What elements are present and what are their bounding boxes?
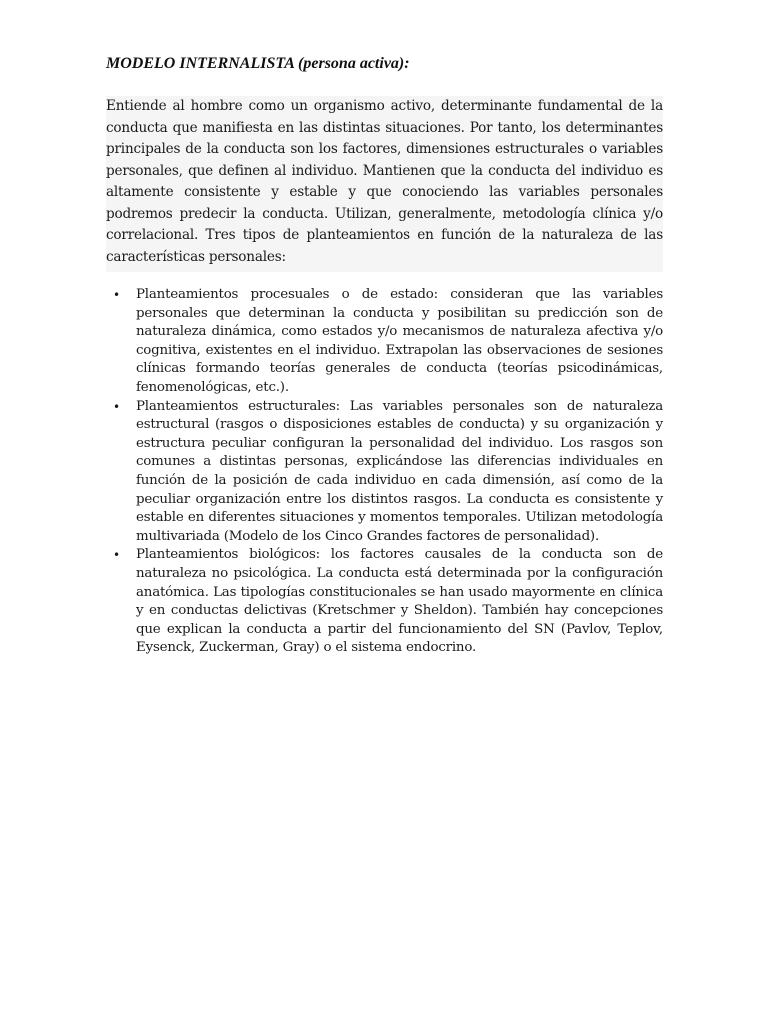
- document-page: [106, 54, 663, 658]
- document-title: MODELO INTERNALISTA (persona activa):: [106, 55, 410, 72]
- list-item-text: Planteamientos procesuales o de estado: consideran que las variables personales que determinan la conducta y posibilitan su predicción son de naturaleza dinámica, como estados y/o mecanismos de naturaleza afectiva y/o cognitiva, existentes en el individuo. Extrapolan las observaciones de sesiones clínicas formando teorías generales de conducta (teorías psicodinámicas, fenomenológicas, etc.).: [136, 287, 663, 395]
- list-item: [106, 398, 663, 547]
- intro-paragraph: Entiende al hombre como un organismo activo, determinante fundamental de la conducta que manifiesta en las distintas situaciones. Por tanto, los determinantes principales de la conducta son los factores, dimensiones estructurales o variables personales, que definen al individuo. Mantienen que la conducta del individuo es altamente consistente y estable y que conociendo las variables personales podremos predecir la conducta. Utilizan, generalmente, metodología clínica y/o correlacional. Tres tipos de planteamientos en función de la naturaleza de las características personales:: [106, 96, 663, 272]
- bullet-icon: •: [113, 288, 120, 302]
- bullet-icon: •: [113, 548, 120, 563]
- bullet-list: [106, 286, 663, 658]
- list-item-text: Planteamientos estructurales: Las variables personales son de naturaleza estructural (rasgos o disposiciones estables de conducta) y su organización y estructura peculiar configuran la personalidad del individuo. Los rasgos son comunes a distintas personas, explicándose las diferencias individuales en función de la posición de cada individuo en cada dimensión, así como de la peculiar organización entre los distintos rasgos. La conducta es consistente y estable en diferentes situaciones y momentos temporales. Utilizan metodología multivariada (Modelo de los Cinco Grandes factores de personalidad).: [136, 398, 663, 544]
- bullet-icon: •: [113, 399, 120, 414]
- list-item-text: Planteamientos biológicos: los factores causales de la conducta son de naturaleza no psicológica. La conducta está determinada por la configuración anatómica. Las tipologías constitucionales se han usado mayormente en clínica y en conductas delictivas (Kretschmer y Sheldon). También hay concepciones que explican la conducta a partir del funcionamiento del SN (Pavlov, Teplov, Eysenck, Zuckerman, Gray) o el sistema endocrino.: [136, 547, 663, 656]
- list-item: [106, 286, 663, 398]
- list-item: [106, 546, 663, 658]
